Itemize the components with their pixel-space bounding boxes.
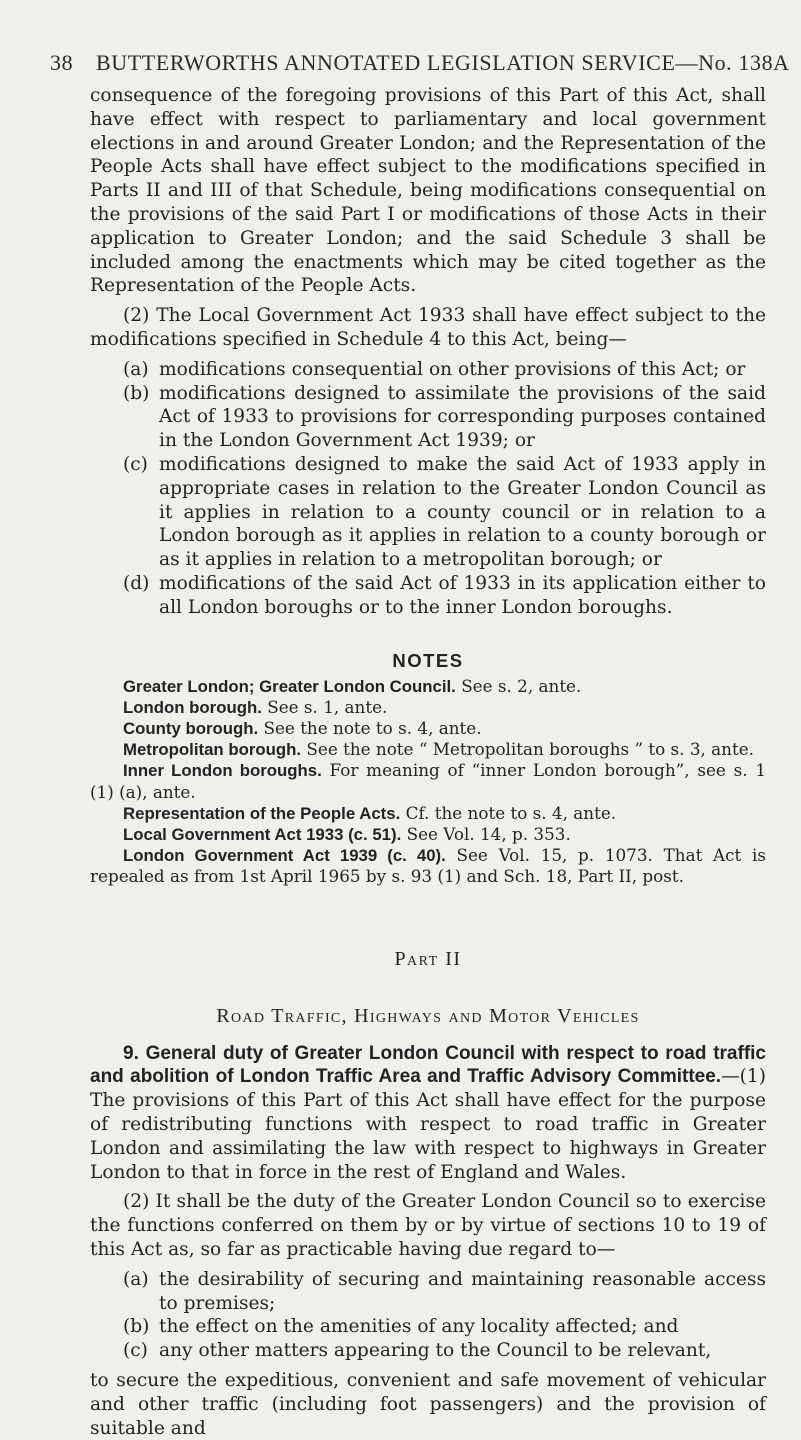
note-term: London borough.: [123, 697, 262, 717]
notes-list: [90, 676, 766, 888]
note-entry: [90, 760, 766, 802]
section-9-closing: to secure the expeditious, convenient and safe movement of vehicular and other traffic (including foot passengers) and the provision of suitable and: [90, 1369, 766, 1439]
subsection-2-intro: (2) The Local Government Act 1933 shall have effect subject to the modifications specified in Schedule 4 to this Act, being—: [90, 305, 766, 350]
note-term: Local Government Act 1933 (c. 51).: [123, 824, 402, 844]
item-label: (b): [123, 382, 150, 404]
list-item: [90, 1268, 766, 1316]
page-body: [90, 84, 766, 1440]
section-9-subsection-1: [90, 1042, 766, 1185]
item-label: (b): [123, 1316, 150, 1338]
section-9-sub1-text: —(1) The provisions of this Part of this Act shall have effect for the purpose of redistributing functions with respect to road traffic in Greater London and assimilating the law with respect to highways in Greater London to that in force in the rest of England and Wales.: [90, 1066, 766, 1183]
note-term: County borough.: [123, 718, 259, 738]
item-text: any other matters appearing to the Council to be relevant,: [159, 1340, 712, 1362]
note-text: Cf. the note to s. 4, ante.: [405, 802, 617, 823]
note-entry: [90, 824, 766, 845]
list-item: [90, 572, 766, 620]
list-item: [90, 1339, 766, 1363]
note-entry: [90, 803, 766, 824]
list-item: [90, 1315, 766, 1339]
running-header: [50, 50, 790, 76]
note-entry: [90, 676, 766, 697]
item-label: (c): [123, 453, 148, 475]
item-label: (a): [123, 1268, 149, 1290]
notes-heading: NOTES: [392, 649, 464, 671]
section-9-subsection-2-intro: (2) It shall be the duty of the Greater London Council so to exercise the functions conferred on them by or by virtue of sections 10 to 19 of this Act as, so far as practicable having due regard to—: [90, 1191, 766, 1260]
item-label: (c): [123, 1340, 148, 1362]
note-entry: [90, 845, 766, 887]
section-9-heading: 9. General duty of Greater London Council with respect to road traffic and abolition of London Traffic Area and Traffic Advisory Committee.: [90, 1042, 766, 1088]
item-text: modifications consequential on other provisions of this Act; or: [159, 358, 746, 380]
note-term: Representation of the People Acts.: [123, 803, 401, 823]
part-number: Part II: [394, 947, 462, 970]
note-term: Inner London boroughs.: [123, 761, 322, 781]
note-text: See s. 2, ante.: [461, 675, 582, 696]
note-text: See the note “ Metropolitan boroughs ” to s. 3, ante.: [306, 739, 755, 760]
note-entry: [90, 697, 766, 718]
section-9-list: [90, 1268, 766, 1363]
list-item: [90, 358, 766, 382]
note-entry: [90, 739, 766, 760]
item-text: modifications designed to assimilate the provisions of the said Act of 1933 to provisions for corresponding purposes contained in the London Government Act 1939; or: [159, 382, 766, 452]
note-term: London Government Act 1939 (c. 40).: [123, 846, 446, 866]
item-text: modifications of the said Act of 1933 in its application either to all London boroughs or to the inner London boroughs.: [159, 572, 766, 618]
header-title: BUTTERWORTHS ANNOTATED LEGISLATION SERVICE—No. 138A: [96, 50, 790, 75]
note-text: See s. 1, ante.: [267, 696, 388, 717]
page-number: 38: [50, 50, 74, 75]
note-term: Greater London; Greater London Council.: [123, 676, 456, 696]
list-item: [90, 453, 766, 572]
note-text: See the note to s. 4, ante.: [263, 717, 482, 738]
item-text: the effect on the amenities of any locality affected; and: [159, 1316, 679, 1338]
note-text: See Vol. 15, p. 1073. That Act is repealed as from 1st April 1965 by s. 93 (1) and Sch. 18, Part II, post.: [90, 845, 766, 887]
item-text: the desirability of securing and maintaining reasonable access to premises;: [159, 1268, 766, 1314]
note-entry: [90, 718, 766, 739]
part-title: Road Traffic, Highways and Motor Vehicles: [216, 1004, 640, 1027]
subsection-2-list: [90, 358, 766, 620]
note-text: See Vol. 14, p. 353.: [406, 823, 571, 844]
item-text: modifications designed to make the said Act of 1933 apply in appropriate cases in relation to the Greater London Council as it applies in relation to a county council or in relation to a London borough as it applies in relation to a county borough or as it applies in relation to a metropolitan borough; or: [159, 453, 766, 571]
item-label: (a): [123, 358, 149, 380]
item-label: (d): [123, 572, 150, 594]
note-text: For meaning of “inner London borough”, see s. 1 (1) (a), ante.: [90, 760, 766, 802]
note-term: Metropolitan borough.: [123, 740, 302, 760]
continuation-paragraph: consequence of the foregoing provisions of this Part of this Act, shall have effect with respect to parliamentary and local government elections in and around Greater London; and the Representation of the People Acts shall have effect subject to the modifications specified in Parts II and III of that Schedule, being modifications consequential on the provisions of the said Part I or modifications of those Acts in their application to Greater London; and the said Schedule 3 shall be included among the enactments which may be cited together as the Representation of the People Acts.: [90, 85, 766, 297]
list-item: [90, 382, 766, 453]
